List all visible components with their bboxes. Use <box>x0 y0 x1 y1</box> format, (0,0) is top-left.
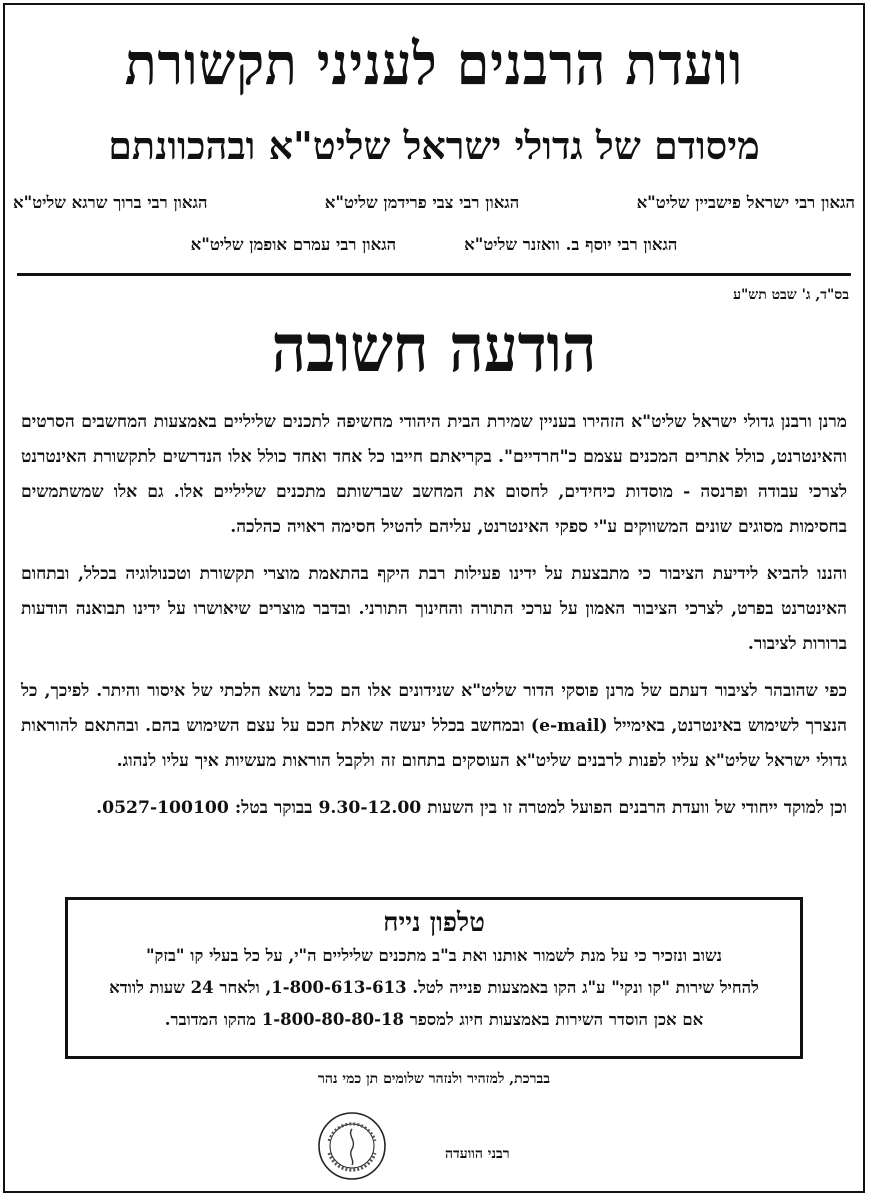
header-divider <box>17 273 851 276</box>
body-paragraph: כפי שהובהר לציבור דעתם של מרנן פוסקי הדור שליט"א שנידונים אלו הם ככל נושא הלכתי של איסור והיתר. לפיכך, כל הנצרך לשימוש באינטרנט, באימייל (e-mail) ובמחשב בכלל יעשה שאלת חכם על עצם השימוש בהם. ובהתאם להוראות גדולי ישראל שליט"א עליו לפנות לרבנים שליט"א העוסקים בתחום זה ולקבל הוראות מעשיות איך עליו לנהוג. <box>21 681 847 771</box>
committee-signoff: רבני הוועדה <box>445 1146 510 1162</box>
rabbi-name: הגאון רבי ברוך שרגא שליט"א <box>13 193 208 212</box>
rabbi-name: הגאון רבי ישראל פישביין שליט"א <box>636 193 855 212</box>
body-paragraph: והננו להביא לידיעת הציבור כי מתבצעת על ידינו פעילות רבת היקף בהתאמת מוצרי תקשורת וטכנולוגיה בכלל, ובתחום האינטרנט בפרט, לצרכי הציבור האמון על ערכי התורה והחינוך התורני. ובדבר מוצרים שיאושרו על ידינו תבואנה הודעות ברורות לציבור. <box>21 564 847 654</box>
closing-blessing: בברכת, למזהיר ולנזהר שלומים תן כמי נהר <box>318 1071 550 1087</box>
landline-box-line: להחיל שירות "קו ונקי" ע"ג הקו באמצעות פנייה לטל. 1-800-613-613, ולאחר 24 שעות לוודא <box>109 978 759 997</box>
committee-seal-icon <box>317 1111 387 1181</box>
rabbi-name: הגאון רבי צבי פרידמן שליט"א <box>324 193 520 212</box>
contact-line: וכן למוקד ייחודי של וועדת הרבנים הפועל למטרה זו בין השעות 9.30-12.00 בבוקר בטל: 0527-100100. <box>96 798 847 818</box>
rabbi-name: הגאון רבי יוסף ב. וואזנר שליט"א <box>464 235 678 254</box>
landline-box-title: טלפון נייח <box>383 908 485 938</box>
landline-box <box>65 897 803 1059</box>
body-paragraph: מרנן ורבנן גדולי ישראל שליט"א הזהירו בעניין שמירת הבית היהודי מחשיפה לתכנים שליליים באמצעות המחשבים הסרטים והאינטרנט, כולל אתרים המכנים עצמם כ"חרדיים". בקריאתם חייבו כל אחד ואחד כולל אלו הנדרשים לתקשורת האינטרנט לצרכי עבודה ופרנסה - מוסדות כיחידים, לחסום את המחשב שברשותם מתכנים שליליים אלו. גם אלו שמשתמשים בחסימות מסוגים שונים המשווקים ע"י ספקי האינטרנט, עליהם להטיל חסימה ראויה כהלכה. <box>21 412 847 537</box>
committee-title: וועדת הרבנים לעניני תקשורת <box>124 30 744 99</box>
rabbis-row-2 <box>13 235 855 255</box>
rabbi-name: הגאון רבי עמרם אופמן שליט"א <box>190 235 397 254</box>
landline-box-line: אם אכן הוסדר השירות באמצעות חיוג למספר 1-800-80-80-18 מהקו המדובר. <box>164 1010 704 1029</box>
committee-subtitle: מיסודם של גדולי ישראל שליט"א ובהכוונתם <box>108 123 760 168</box>
notice-headline: הודעה חשובה <box>271 310 597 388</box>
notice-frame <box>3 3 865 1193</box>
landline-box-line: נשוב ונזכיר כי על מנת לשמור אותנו ואת ב"ב מתכנים שליליים ה"י, על כל בעלי קו "בזק" <box>145 946 723 965</box>
notice-body <box>21 405 847 838</box>
dateline: בס"ד, ג' שבט תש"ע <box>733 287 849 303</box>
rabbis-row-1 <box>13 193 855 213</box>
